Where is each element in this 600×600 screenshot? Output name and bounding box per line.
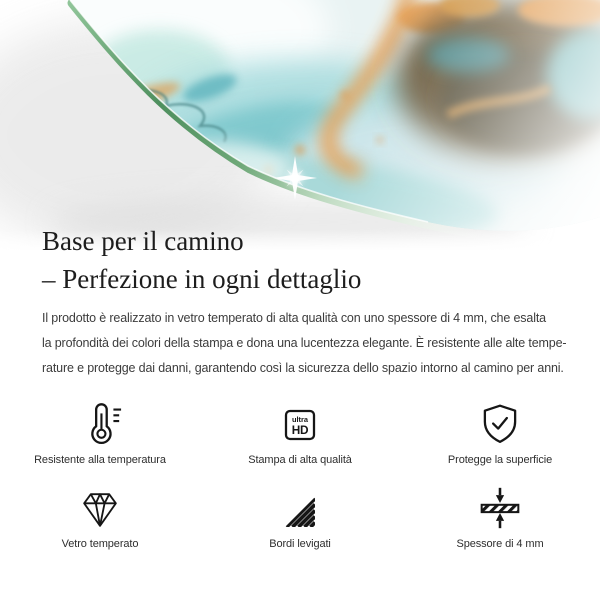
feature-label: Vetro temperato (61, 538, 139, 550)
diamond-icon (78, 480, 122, 530)
feature-temperature (0, 396, 200, 466)
feature-label: Spessore di 4 mm (456, 538, 544, 550)
feature-grid (0, 396, 600, 550)
hero-product-image (0, 0, 600, 250)
ultra-hd-text-top: ultra (291, 414, 309, 424)
feature-tempered-glass (0, 480, 200, 550)
ultra-hd-icon (279, 396, 321, 446)
description-line: Il prodotto è realizzato in vetro temperato di alta qualità con uno spessore di 4 mm, che esalta (42, 311, 546, 325)
feature-protection (400, 396, 600, 466)
feature-polished-edges (200, 480, 400, 550)
shield-check-icon (478, 396, 522, 446)
description-line: la profondità dei colori della stampa e dona una lucentezza elegante. È resistente alle alte tempe- (42, 336, 567, 350)
feature-label: Bordi levigati (269, 538, 331, 550)
feature-label: Resistente alla temperatura (34, 454, 166, 466)
page-title-line2: – Perfezione in ogni dettaglio (42, 264, 362, 294)
feature-print-quality (200, 396, 400, 466)
polished-edge-icon (281, 480, 319, 530)
feature-label: Protegge la superficie (447, 454, 553, 466)
thermometer-icon (76, 396, 124, 446)
feature-thickness (400, 480, 600, 550)
page-title (42, 222, 361, 298)
page-title-line1: Base per il camino (42, 226, 244, 256)
description-line: rature e protegge dai danni, garantendo così la sicurezza dello spazio intorno al camino per anni. (42, 361, 564, 375)
thickness-4mm-icon (478, 480, 522, 530)
product-description (42, 306, 566, 381)
feature-label: Stampa di alta qualità (248, 454, 352, 466)
ultra-hd-text-bottom: HD (291, 423, 309, 438)
